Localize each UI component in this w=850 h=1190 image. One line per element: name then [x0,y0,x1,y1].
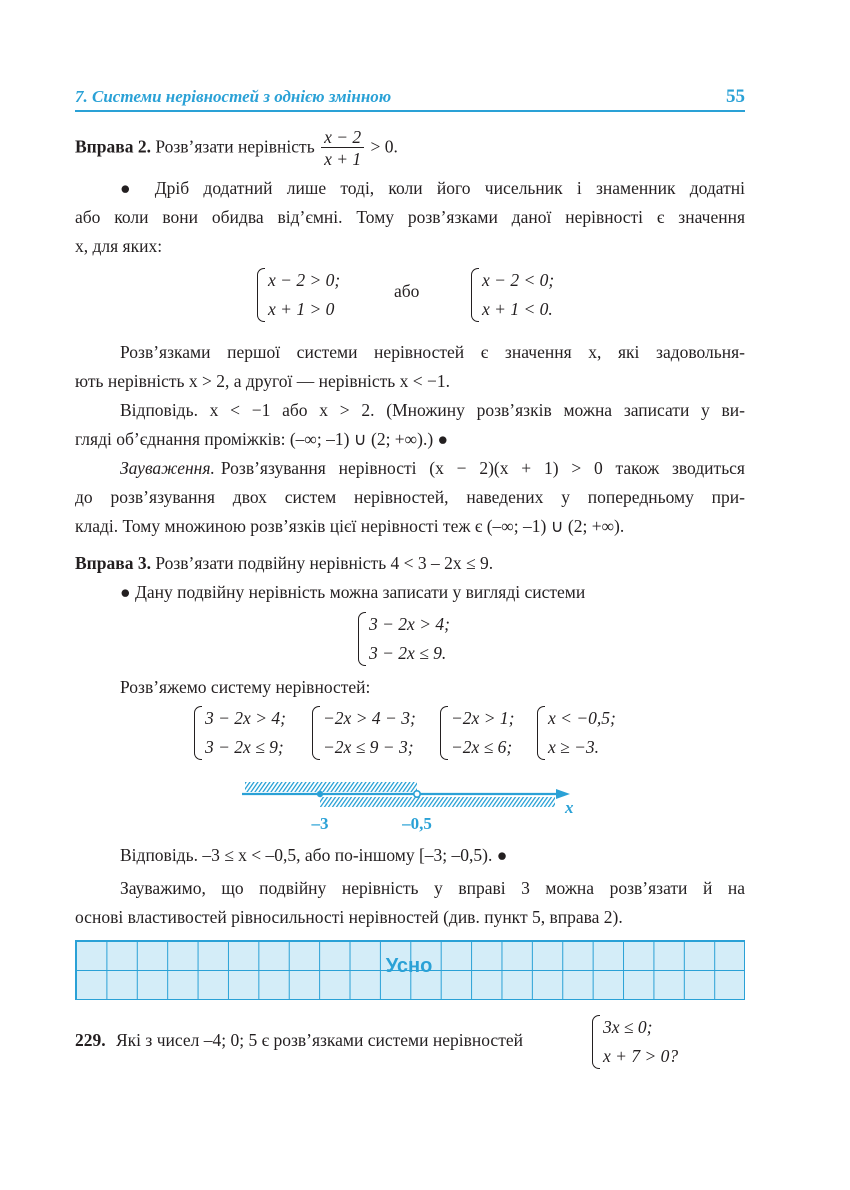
text-line: Відповідь. x < −1 або x > 2. (Множину розв’язків можна записати у ви- [120,400,745,420]
header-rule [75,110,745,112]
ex2-task: Розв’язати нерівність [155,136,315,157]
system-row: x + 7 > 0? [603,1046,679,1066]
text-line: x, для яких: [75,236,163,256]
remark-label: Зауваження. [120,458,215,478]
ex2-heading [75,127,398,170]
chapter-title: 7. Системи нерівностей з однією змінною [75,87,392,106]
system-row: −2x > 4 − 3; [323,708,416,728]
ex3-system-step-3 [440,704,514,762]
ex3-paragraph-2: Розв’яжемо систему нерівностей: [120,677,371,697]
system-row: x − 2 < 0; [482,270,555,290]
brace-icon [194,706,202,760]
ex3-paragraph-3 [75,874,745,932]
text-line: ють нерівність x > 2, а другої — нерівність x < −1. [75,371,451,391]
text-line: Розв’язками першої системи нерівностей є значення x, які задовольня- [120,342,745,362]
ex3-label: Вправа 3. [75,553,151,573]
ex2-or-word: або [394,281,420,301]
ex229-system [592,1013,678,1071]
hatch-region-right [320,797,555,807]
ex2-answer [75,396,745,454]
tick-label: –0,5 [402,814,432,833]
system-row: 3 − 2x > 4; [205,708,286,728]
ex2-frac-numerator: x − 2 [321,127,364,148]
system-row: 3 − 2x > 4; [369,614,450,634]
system-row: 3x ≤ 0; [603,1017,653,1037]
text-line: основі властивостей рівносильності нерівностей (див. пункт 5, вправа 2). [75,907,623,927]
ex3-system-step-4 [537,704,616,762]
system-row: 3 − 2x ≤ 9; [205,737,284,757]
text-line: ● Дріб додатний лише тоді, коли його чисельник і знаменник додатні [120,178,745,198]
ex2-system-b [471,266,554,324]
brace-icon [358,612,366,666]
ex3-answer: Відповідь. –3 ≤ x < –0,5, або по-іншому [–3; –0,5). ● [120,845,508,865]
text-line: або коли вони обидва від’ємні. Тому розв’язками даної нерівності є значення [75,207,745,227]
point-open [414,791,420,797]
brace-icon [440,706,448,760]
ex229-text: Які з чисел –4; 0; 5 є розв’язками системи нерівностей [116,1030,523,1050]
system-row: x − 2 > 0; [268,270,341,290]
ex229-number: 229. [75,1030,106,1050]
ex2-fraction [321,127,364,170]
ex3-system [358,610,450,668]
system-row: −2x > 1; [451,708,515,728]
axis-label: x [565,798,574,817]
text-line: гляді об’єднання проміжків: (–∞; –1) ∪ (2; +∞).) ● [75,429,449,449]
system-row: x + 1 < 0. [482,299,553,319]
ex2-remark [75,454,745,541]
ex3-task: Розв’язати подвійну нерівність 4 < 3 – 2x ≤ 9. [155,553,494,573]
system-row: x ≥ −3. [548,737,600,757]
text-line: Зауважимо, що подвійну нерівність у вправі 3 можна розв’язати й на [120,878,745,898]
point-filled [317,791,323,797]
text-line: кладі. Тому множиною розв’язків цієї нерівності теж є (–∞; –1) ∪ (2; +∞). [75,516,625,536]
ex3-system-step-1 [194,704,286,762]
system-row: x < −0,5; [548,708,616,728]
text-line: до розв’язування двох систем нерівностей, наведених у попередньому при- [75,487,745,507]
brace-icon [537,706,545,760]
system-row: x + 1 > 0 [268,299,335,319]
ex229 [75,1030,523,1051]
brace-icon [592,1015,600,1069]
ex2-paragraph-2 [75,338,745,396]
tick-label: –3 [311,814,329,833]
ex3-system-step-2 [312,704,416,762]
hatch-region-left [245,782,417,792]
page-number: 55 [726,86,745,107]
ex2-frac-relation: > 0. [370,136,398,157]
text-line [120,454,745,483]
ex2-paragraph-1 [75,174,745,264]
system-row: 3 − 2x ≤ 9. [369,643,447,663]
remark-text: Розв’язування нерівності (x − 2)(x + 1) > 0 також зводиться [220,458,745,478]
ex2-label: Вправа 2. [75,136,151,157]
ex2-frac-denominator: x + 1 [324,149,362,169]
system-row: −2x ≤ 6; [451,737,513,757]
ex3-paragraph-1: ● Дану подвійну нерівність можна записати у вигляді системи [120,582,586,602]
brace-icon [257,268,265,322]
number-line [240,778,580,834]
brace-icon [312,706,320,760]
brace-icon [471,268,479,322]
system-row: −2x ≤ 9 − 3; [323,737,414,757]
ex2-system-a [257,266,340,324]
ex3-heading [75,553,493,574]
section-label: Усно [385,955,433,977]
